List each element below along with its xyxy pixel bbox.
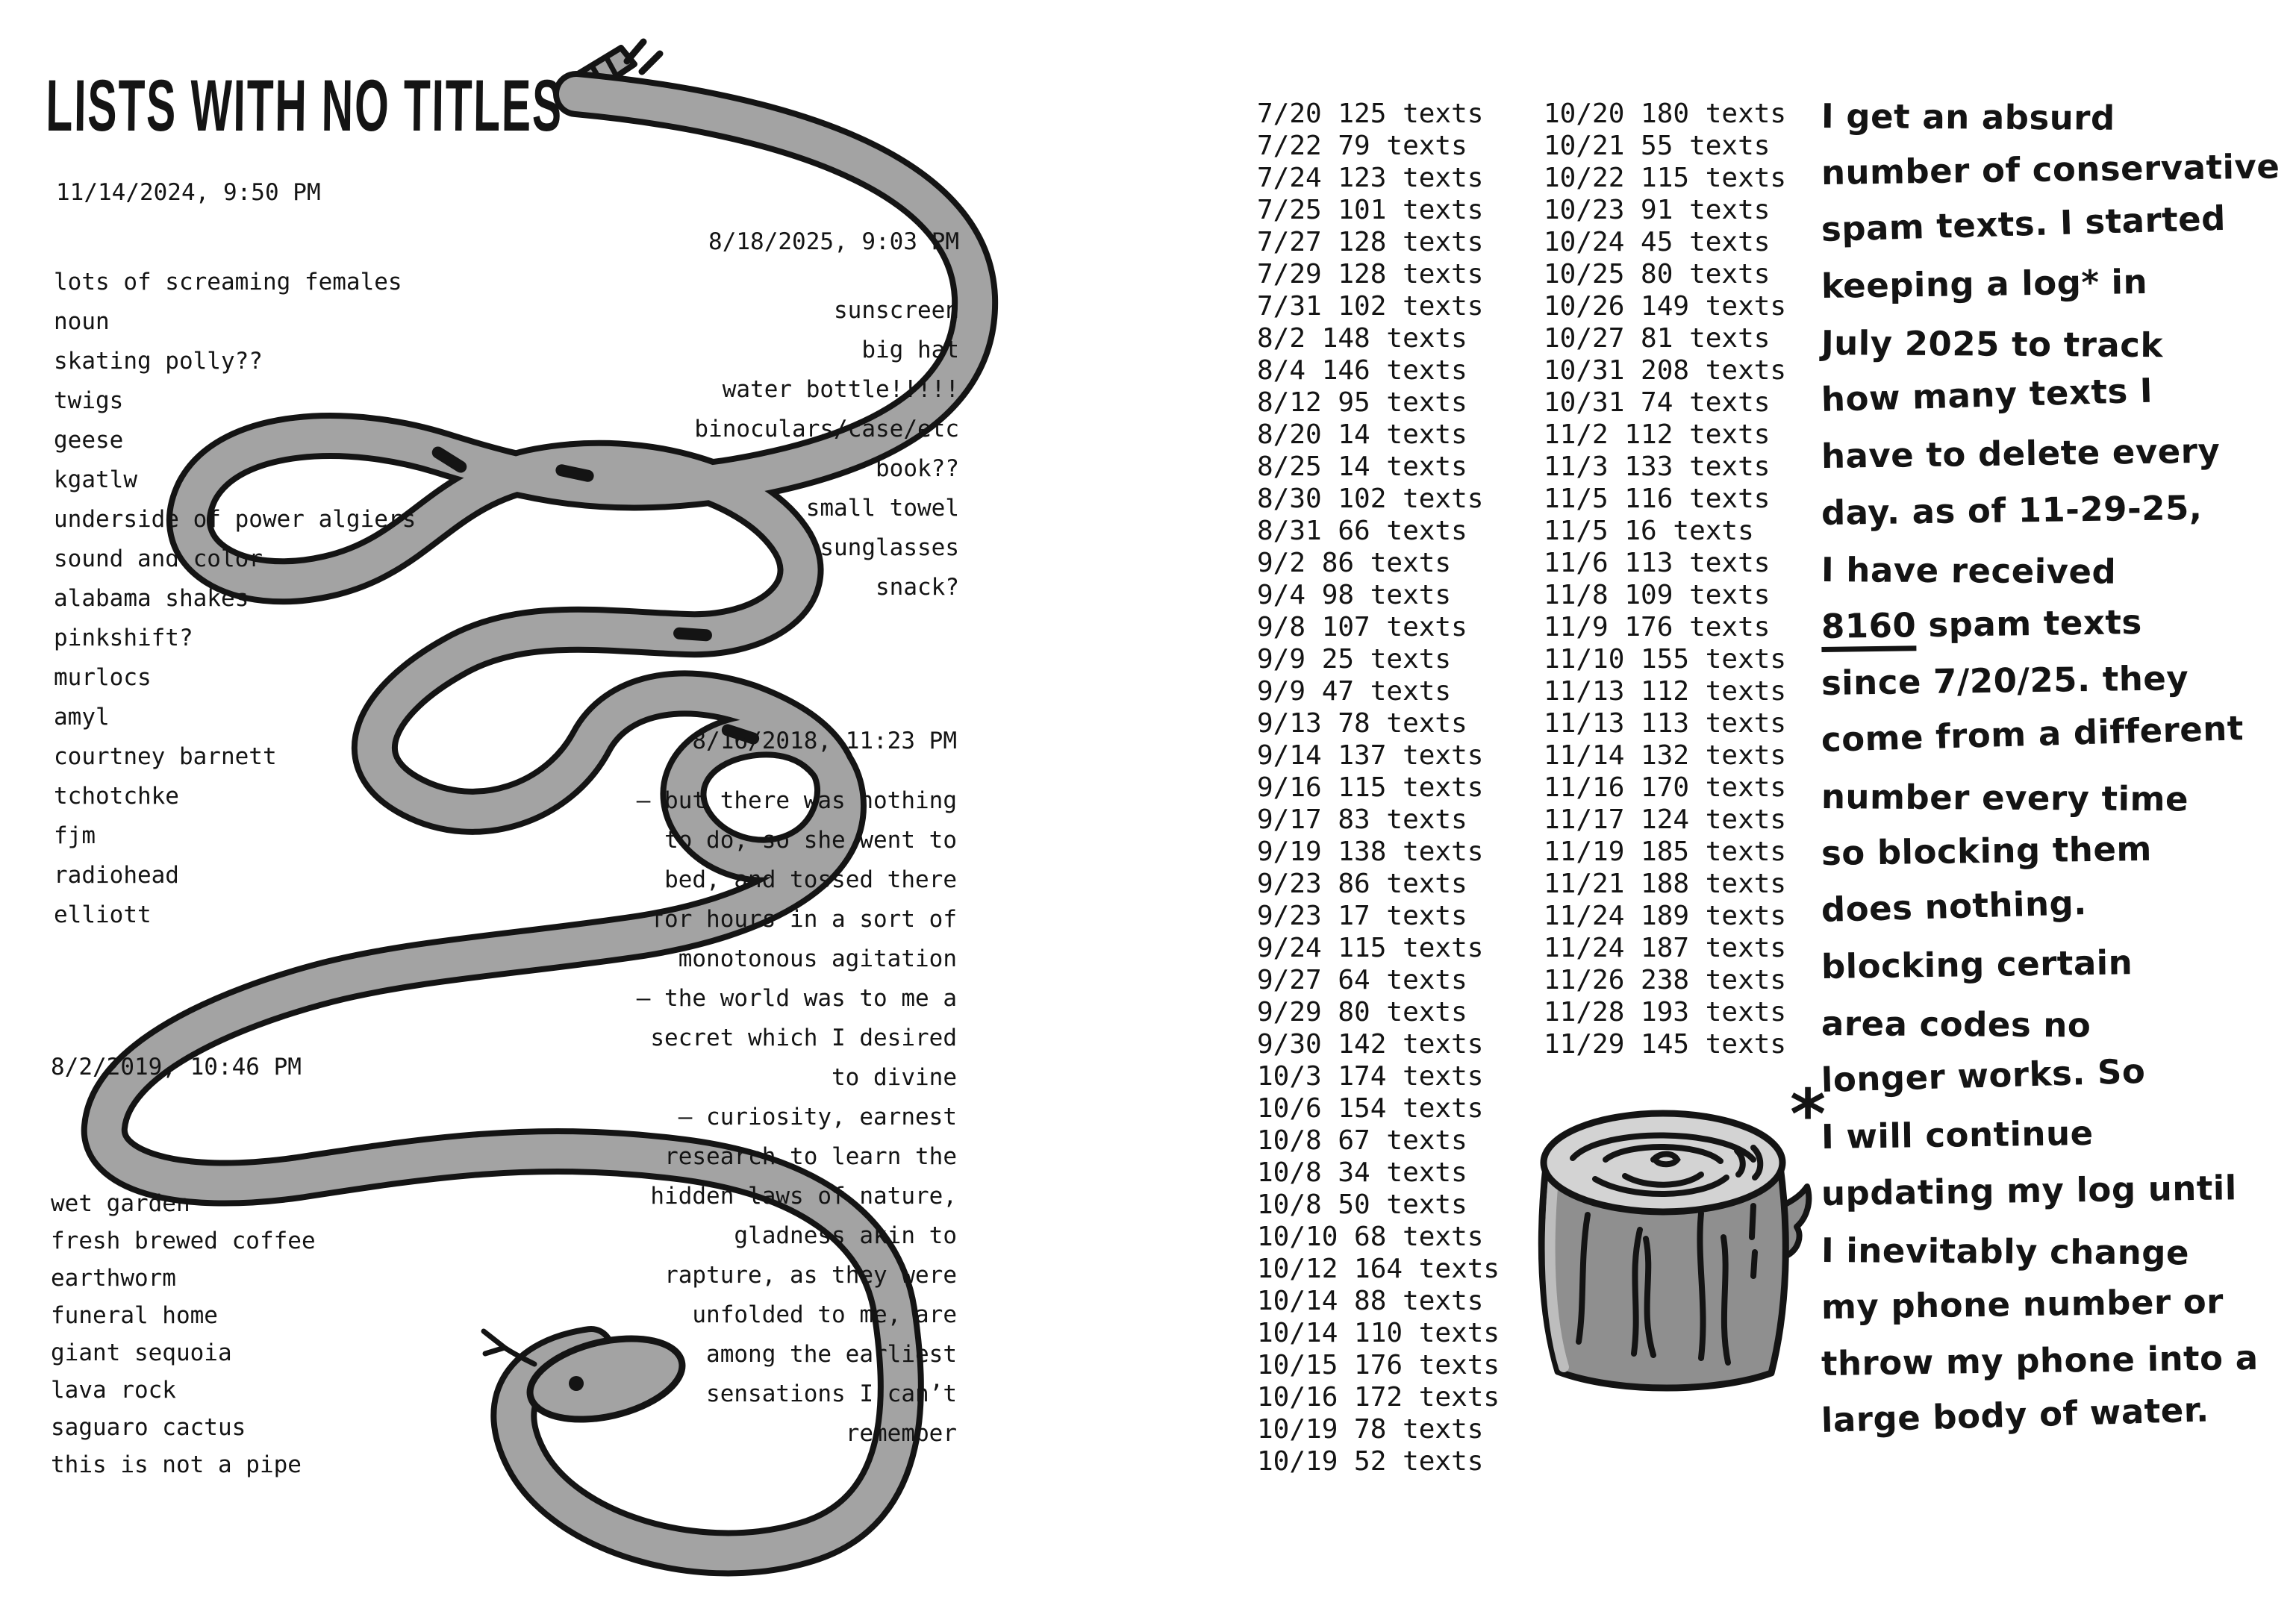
spam-log-entry: 10/24 45 texts	[1544, 227, 1771, 257]
list4-item: saguaro cactus	[51, 1414, 246, 1441]
spam-log-entry: 11/5 116 texts	[1544, 484, 1771, 514]
spam-log-column-2	[1544, 98, 1786, 1060]
spam-log-entry: 9/23 86 texts	[1257, 869, 1467, 899]
handwritten-line: come from a different	[1821, 708, 2244, 760]
spam-log-entry: 8/12 95 texts	[1257, 387, 1467, 418]
spam-log-entry: 11/29 145 texts	[1544, 1029, 1787, 1060]
spam-log-entry: 10/8 50 texts	[1257, 1189, 1467, 1220]
spam-log-entry: 8/2 148 texts	[1257, 323, 1467, 354]
spam-log-entry: 11/24 189 texts	[1544, 901, 1787, 931]
list2-item: snack?	[876, 574, 959, 601]
list2-item: book??	[876, 455, 959, 482]
poem-line: to do, so she went to	[664, 827, 957, 854]
poem-line: to divine	[832, 1064, 957, 1091]
spam-log-column-1	[1257, 98, 1500, 1477]
list1-item: kgatlw	[54, 466, 137, 493]
list1-item: tchotchke	[54, 783, 179, 810]
spam-log-entry: 7/27 128 texts	[1257, 227, 1484, 257]
spam-log-entry: 10/6 154 texts	[1257, 1093, 1484, 1124]
spam-log-entry: 8/4 146 texts	[1257, 355, 1467, 386]
spam-log-entry: 11/6 113 texts	[1544, 548, 1771, 578]
list4-timestamp: 8/2/2019, 10:46 PM	[51, 1054, 302, 1081]
spam-log-entry: 9/13 78 texts	[1257, 708, 1467, 739]
spam-log-entry: 11/10 155 texts	[1544, 644, 1787, 675]
spam-log-entry: 10/12 164 texts	[1257, 1254, 1500, 1284]
handwritten-line: have to delete every	[1821, 431, 2221, 476]
handwritten-line: number every time	[1821, 777, 2189, 819]
handwritten-line: throw my phone into a	[1821, 1337, 2259, 1383]
spam-log-entry: 11/8 109 texts	[1544, 580, 1771, 610]
list1-item: underside of power algiers	[54, 506, 417, 533]
spam-log-entry: 7/24 123 texts	[1257, 163, 1484, 193]
list2-item: small towel	[805, 495, 959, 522]
poem-line: for hours in a sort of	[650, 906, 957, 933]
poem-block	[590, 728, 957, 1454]
spam-log-entry: 7/20 125 texts	[1257, 98, 1484, 129]
spam-log-entry: 8/31 66 texts	[1257, 516, 1467, 546]
handwritten-line: area codes no	[1821, 1004, 2091, 1045]
handwritten-line: longer works. So	[1821, 1051, 2147, 1100]
poem-line: monotonous agitation	[678, 945, 957, 972]
spam-log-entry: 10/26 149 texts	[1544, 291, 1787, 322]
list1	[54, 263, 416, 935]
handwritten-line: does nothing.	[1821, 883, 2088, 930]
list2-item: water bottle!!!!!	[722, 376, 959, 403]
spam-log-entry: 9/2 86 texts	[1257, 548, 1452, 578]
list4-item: fresh brewed coffee	[51, 1228, 316, 1254]
spam-log-entry: 11/16 170 texts	[1544, 772, 1787, 803]
spam-log-entry: 11/13 112 texts	[1544, 676, 1787, 707]
handwritten-line: my phone number or	[1821, 1281, 2224, 1327]
handwritten-line: I get an absurd	[1821, 96, 2115, 138]
spam-log-entry: 7/25 101 texts	[1257, 195, 1484, 225]
handwritten-line: 8160 spam texts	[1821, 592, 2296, 655]
list2-item: binoculars/case/etc	[694, 416, 959, 443]
spam-log-entry: 11/14 132 texts	[1544, 740, 1787, 771]
footnote-asterisk: *	[1790, 1075, 1826, 1154]
list4	[51, 1185, 316, 1483]
poem-lines	[590, 781, 957, 1454]
poem-line: secret which I desired	[650, 1025, 957, 1051]
poem-line: bed, and tossed there	[664, 866, 957, 893]
list2	[627, 291, 959, 607]
spam-log-entry: 11/17 124 texts	[1544, 804, 1787, 835]
handwritten-line: large body of water.	[1821, 1389, 2210, 1440]
spam-log-entry: 10/22 115 texts	[1544, 163, 1787, 193]
list4-item: funeral home	[51, 1302, 218, 1329]
underlined-total: 8160	[1821, 605, 1917, 652]
poem-timestamp: 8/16/2018, 11:23 PM	[692, 728, 957, 754]
handwritten-line: updating my log until	[1821, 1168, 2238, 1213]
poem-line: remember	[845, 1420, 957, 1447]
list4-item: wet garden	[51, 1190, 190, 1217]
spam-log-entry: 10/10 68 texts	[1257, 1222, 1484, 1252]
handwritten-note	[1821, 88, 2296, 1449]
poem-line: – but there was nothing	[636, 787, 957, 814]
handwritten-line: I have received	[1821, 550, 2117, 592]
list1-item: murlocs	[54, 664, 152, 691]
poem-line: – curiosity, earnest	[678, 1104, 957, 1131]
list4-item: lava rock	[51, 1377, 176, 1404]
zine-title: LISTS WITH NO TITLES	[45, 64, 564, 146]
spam-log-entry: 11/9 176 texts	[1544, 612, 1771, 642]
spam-log-entry: 10/25 80 texts	[1544, 259, 1771, 290]
spam-log-entry: 10/8 67 texts	[1257, 1125, 1467, 1156]
list2-item: sunglasses	[820, 534, 959, 561]
handwritten-line: I will continue	[1821, 1113, 2094, 1157]
list1-item: lots of screaming females	[54, 269, 402, 295]
list1-item: courtney barnett	[54, 743, 277, 770]
spam-log-entry: 9/16 115 texts	[1257, 772, 1484, 803]
handwritten-line: how many texts I	[1821, 370, 2153, 419]
spam-log-entry: 11/21 188 texts	[1544, 869, 1787, 899]
list1-item: amyl	[54, 704, 110, 731]
spam-log-entry: 9/8 107 texts	[1257, 612, 1467, 642]
spam-log-entry: 7/29 128 texts	[1257, 259, 1484, 290]
poem-line: – the world was to me a	[636, 985, 957, 1012]
spam-log-entry: 11/26 238 texts	[1544, 965, 1787, 995]
list4-item: this is not a pipe	[51, 1451, 302, 1478]
spam-log-entry: 7/22 79 texts	[1257, 131, 1467, 161]
spam-log-entry: 9/24 115 texts	[1257, 933, 1484, 963]
spam-log-entry: 10/15 176 texts	[1257, 1350, 1500, 1380]
list1-item: fjm	[54, 822, 96, 849]
poem-line: hidden laws of nature,	[650, 1183, 957, 1210]
poem-line: sensations I can’t	[706, 1380, 957, 1407]
spam-log-entry: 11/13 113 texts	[1544, 708, 1787, 739]
list1-timestamp: 11/14/2024, 9:50 PM	[56, 179, 321, 206]
list1-item: sound and color	[54, 545, 263, 572]
spam-log-entry: 10/3 174 texts	[1257, 1061, 1484, 1092]
packing-list-block	[627, 228, 959, 607]
handwritten-line: July 2025 to track	[1821, 323, 2164, 366]
list1-item: alabama shakes	[54, 585, 249, 612]
spam-log-entry: 7/31 102 texts	[1257, 291, 1484, 322]
poem-line: unfolded to me, are	[692, 1301, 957, 1328]
spam-log-entry: 10/14 88 texts	[1257, 1286, 1484, 1316]
spam-log-entry: 10/16 172 texts	[1257, 1382, 1500, 1413]
spam-log-entry: 8/25 14 texts	[1257, 451, 1467, 482]
spam-log-entry: 11/5 16 texts	[1544, 516, 1754, 546]
spam-log-entry: 10/27 81 texts	[1544, 323, 1771, 354]
handwritten-line: spam texts. I started	[1821, 198, 2227, 249]
spam-log-entry: 11/28 193 texts	[1544, 997, 1787, 1028]
spam-log-entry: 10/31 74 texts	[1544, 387, 1771, 418]
list1-item: skating polly??	[54, 348, 263, 375]
list2-timestamp: 8/18/2025, 9:03 PM	[708, 228, 959, 255]
list1-item: pinkshift?	[54, 625, 193, 651]
list1-item: elliott	[54, 901, 152, 928]
handwritten-line: I inevitably change	[1821, 1230, 2190, 1273]
handwritten-line: blocking certain	[1821, 942, 2133, 986]
spam-log-entry: 9/14 137 texts	[1257, 740, 1484, 771]
spam-log-entry: 9/27 64 texts	[1257, 965, 1467, 995]
list1-item: radiohead	[54, 862, 179, 889]
poem-line: among the earliest	[706, 1341, 957, 1368]
spam-log-entry: 8/20 14 texts	[1257, 419, 1467, 450]
handwritten-line: number of conservative	[1821, 146, 2280, 193]
list1-item: geese	[54, 427, 124, 454]
spam-log-entry: 11/19 185 texts	[1544, 836, 1787, 867]
list2-item: big hat	[861, 337, 959, 363]
list4-item: giant sequoia	[51, 1339, 232, 1366]
poem-line: gladness akin to	[734, 1222, 957, 1249]
poem-line: research to learn the	[664, 1143, 957, 1170]
spam-log-entry: 9/9 25 texts	[1257, 644, 1452, 675]
spam-log-entry: 9/9 47 texts	[1257, 676, 1452, 707]
spam-log-entry: 9/23 17 texts	[1257, 901, 1467, 931]
spam-log-entry: 9/4 98 texts	[1257, 580, 1452, 610]
spam-log-entry: 10/20 180 texts	[1544, 98, 1787, 129]
spam-log-entry: 9/30 142 texts	[1257, 1029, 1484, 1060]
spam-log-entry: 10/19 52 texts	[1257, 1446, 1484, 1477]
spam-log-entry: 10/8 34 texts	[1257, 1157, 1467, 1188]
poem-line: rapture, as they were	[664, 1262, 957, 1289]
handwritten-line: day. as of 11-29-25,	[1821, 487, 2203, 533]
spam-log-entry: 9/17 83 texts	[1257, 804, 1467, 835]
handwritten-line: so blocking them	[1821, 828, 2153, 873]
spam-log-entry: 10/14 110 texts	[1257, 1318, 1500, 1348]
spam-log-entry: 9/19 138 texts	[1257, 836, 1484, 867]
spam-log-entry: 11/3 133 texts	[1544, 451, 1771, 482]
handwritten-line: since 7/20/25. they	[1821, 658, 2189, 703]
spam-log-entry: 10/19 78 texts	[1257, 1414, 1484, 1445]
list1-item: noun	[54, 308, 110, 335]
spam-log-entry: 9/29 80 texts	[1257, 997, 1467, 1028]
spam-log-entry: 11/24 187 texts	[1544, 933, 1787, 963]
spam-log-entry: 10/31 208 texts	[1544, 355, 1787, 386]
spam-log-entry: 11/2 112 texts	[1544, 419, 1771, 450]
spam-log-entry: 10/23 91 texts	[1544, 195, 1771, 225]
spam-log-entry: 10/21 55 texts	[1544, 131, 1771, 161]
list4-item: earthworm	[51, 1265, 176, 1292]
handwritten-line: keeping a log* in	[1821, 261, 2148, 306]
list2-item: sunscreen	[834, 297, 959, 324]
spam-log-entry: 8/30 102 texts	[1257, 484, 1484, 514]
list1-item: twigs	[54, 387, 124, 414]
